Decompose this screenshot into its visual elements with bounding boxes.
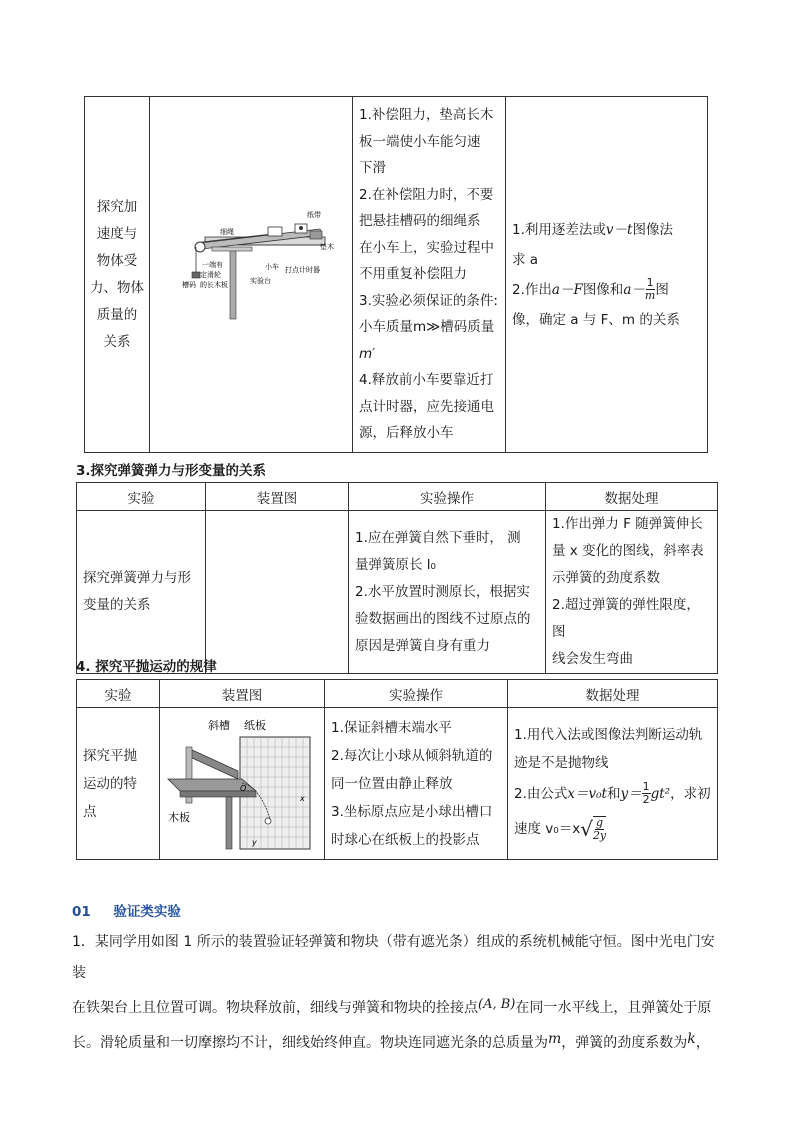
- experiment-cell: [77, 511, 206, 674]
- experiment-line: 质量的: [96, 306, 138, 323]
- fraction-numerator: 1: [646, 276, 654, 289]
- fraction: [642, 781, 651, 806]
- formula: m: [548, 1031, 562, 1047]
- section4-title: 4. 探究平抛运动的规律: [76, 659, 217, 675]
- formula: y＝: [620, 785, 642, 802]
- diagram-cell: [150, 97, 353, 453]
- problem-text: 长。滑轮质量和一切摩擦均不计，细线始终伸直。物块连同遮光条的总质量为: [72, 1035, 548, 1051]
- operation-line: 3.坐标原点应是小球出槽口: [331, 803, 493, 820]
- operation-line: 原因是弹簧自身有重力: [355, 637, 490, 654]
- operations-cell: [353, 97, 506, 453]
- experiment-line: 力、物体: [90, 279, 144, 296]
- diagram-label: y: [252, 837, 257, 847]
- section01-header: [72, 900, 181, 920]
- formula: a－: [623, 281, 645, 298]
- experiment-line: 关系: [103, 333, 131, 350]
- operation-line: 同一位置由静止释放: [331, 775, 453, 792]
- data-text: 1.利用逐差法或: [512, 221, 606, 238]
- data-text: 2.由公式: [514, 785, 568, 802]
- data-line: 求 a: [512, 251, 539, 268]
- formula: k: [687, 1031, 696, 1047]
- diagram-label: 小车: [265, 263, 279, 271]
- data-processing-cell: [546, 511, 718, 674]
- data-line: [514, 777, 711, 811]
- operations-cell: [349, 511, 546, 674]
- diagram-label: 定滑轮: [200, 271, 221, 279]
- operation-line: 3.实验必须保证的条件:: [359, 292, 498, 309]
- data-line: 2.超过弹簧的弹性限度，图: [552, 597, 700, 640]
- section3-title: 3.探究弹簧弹力与形变量的关系: [76, 463, 267, 479]
- experiment-line: 探究平抛: [83, 747, 137, 764]
- header-data: 数据处理: [508, 680, 718, 708]
- problem-text: ，弹簧的劲度系数为: [561, 1035, 688, 1051]
- data-processing-cell: [508, 708, 718, 860]
- problem-text: 在同一水平线上，且弹簧处于原: [515, 1000, 712, 1016]
- fraction-denominator: 2: [642, 793, 650, 806]
- operation-line: 时球心在纸板上的投影点: [331, 831, 480, 848]
- data-text: 图: [655, 281, 669, 298]
- diagram-label: O: [240, 783, 247, 793]
- section-number: 01: [72, 904, 91, 920]
- operation-line: 2.在补偿阻力时，不要: [359, 186, 494, 203]
- operations-cell: [325, 708, 508, 860]
- fraction-denominator: m: [644, 289, 656, 302]
- diagram-label: 槽码: [182, 281, 196, 289]
- table-acceleration: [84, 96, 708, 453]
- diagram-label: 纸板: [244, 718, 266, 732]
- operation-line: 1.应在弹簧自然下垂时， 测: [355, 529, 521, 546]
- formula: v－t: [605, 221, 633, 238]
- problem-1: [72, 927, 728, 1059]
- data-line: [512, 215, 701, 245]
- fraction-numerator: 1: [642, 780, 650, 793]
- diagram-label: 细绳: [220, 228, 234, 236]
- header-diagram: 装置图: [160, 680, 325, 708]
- diagram-cell: [160, 708, 325, 860]
- cart-apparatus-diagram: [150, 97, 350, 452]
- operation-line: 2.水平放置时测原长，根据实: [355, 583, 530, 600]
- formula: gt²: [650, 785, 671, 802]
- diagram-label: 垫木: [320, 243, 334, 251]
- diagram-label: 一端有: [202, 261, 223, 269]
- data-line: 量 x 变化的图线，斜率表: [552, 543, 704, 559]
- data-text: 和: [606, 785, 621, 802]
- operation-line: 量弹簧原长 l₀: [355, 556, 436, 573]
- diagram-label: 纸带: [307, 211, 321, 219]
- data-line: 1.作出弹力 F 随弹簧伸长: [552, 516, 703, 532]
- operation-line: 1.保证斜槽末端水平: [331, 719, 452, 736]
- header-experiment: 实验: [77, 680, 160, 708]
- experiment-line: 运动的特: [83, 775, 137, 792]
- formula: a－F: [551, 281, 583, 298]
- data-text: 图像和: [582, 281, 624, 298]
- table-projectile: [76, 679, 718, 860]
- table-spring: [76, 482, 718, 674]
- data-text: 2.作出: [512, 281, 552, 298]
- experiment-line: 速度与: [96, 225, 138, 242]
- data-line: 迹是不是抛物线: [514, 754, 609, 771]
- data-line: 线会发生弯曲: [552, 651, 633, 667]
- experiment-cell: [85, 97, 150, 453]
- data-line: 1.用代入法或图像法判断运动轨: [514, 726, 703, 743]
- diagram-label: x: [300, 793, 305, 803]
- operation-line: 2.每次让小球从倾斜轨道的: [331, 747, 493, 764]
- diagram-label: 斜槽: [208, 718, 230, 732]
- data-line: [514, 811, 711, 847]
- operation-line: 4.释放前小车要靠近打: [359, 372, 494, 389]
- header-operations: 实验操作: [349, 483, 546, 511]
- problem-line: 1．某同学用如图 1 所示的装置验证轻弹簧和物块（带有遮光条）组成的系统机械能守恒。图中光电门安装: [72, 934, 715, 981]
- diagram-label: 木板: [168, 810, 190, 824]
- data-text: 图像法: [632, 221, 673, 238]
- data-line: [512, 275, 701, 305]
- operation-line: m′: [359, 345, 376, 362]
- experiment-line: 探究加: [96, 198, 138, 215]
- operation-line: 板一端使小车能匀速: [359, 133, 481, 150]
- diagram-label: 实验台: [250, 277, 271, 285]
- section-title: 验证类实验: [113, 904, 181, 920]
- operation-line: 在小车上，实验过程中: [359, 239, 494, 256]
- data-processing-cell: [506, 97, 708, 453]
- fraction-denominator: 2y: [592, 828, 607, 842]
- data-line: 像，确定 a 与 F、m 的关系: [512, 311, 680, 328]
- problem-text: ，: [695, 1035, 710, 1051]
- operation-line: 源，后释放小车: [359, 425, 454, 442]
- header-operations: 实验操作: [325, 680, 508, 708]
- formula: (A, B): [478, 997, 516, 1012]
- experiment-cell: [77, 708, 160, 860]
- diagram-cell: [206, 511, 349, 674]
- sqrt-symbol: √: [580, 816, 593, 841]
- data-line: 示弹簧的劲度系数: [552, 570, 660, 586]
- experiment-line: 物体受: [96, 252, 138, 269]
- experiment-line: 点: [83, 803, 97, 820]
- operation-line: 下滑: [359, 160, 386, 177]
- fraction: [645, 277, 655, 302]
- experiment-line: 探究弹簧弹力与形: [83, 570, 191, 586]
- operation-line: 把悬挂槽码的细绳系: [359, 213, 481, 230]
- operation-line: 验数据画出的图线不过原点的: [355, 610, 531, 627]
- header-diagram: 装置图: [206, 483, 349, 511]
- diagram-label: 打点计时器: [285, 266, 320, 274]
- experiment-line: 变量的关系: [83, 597, 151, 613]
- operation-line: 不用重复补偿阻力: [359, 266, 467, 283]
- problem-line: [72, 989, 728, 1024]
- fraction-numerator: g: [596, 815, 604, 829]
- problem-line: [72, 1024, 728, 1059]
- fraction: [593, 816, 606, 842]
- header-experiment: 实验: [77, 483, 206, 511]
- formula: x＝v₀t: [567, 785, 607, 802]
- operation-line: 点计时器，应先接通电: [359, 398, 494, 415]
- operation-line: 1.补偿阻力，垫高长木: [359, 107, 494, 124]
- problem-text: 在铁架台上且位置可调。物块释放前，细线与弹簧和物块的拴接点: [72, 1000, 478, 1016]
- data-text: ，求初: [670, 785, 711, 802]
- data-text: 速度 v₀＝x: [514, 820, 581, 837]
- operation-line: 小车质量m≫槽码质量: [359, 319, 495, 336]
- header-data: 数据处理: [546, 483, 718, 511]
- projectile-apparatus-diagram: [160, 709, 322, 859]
- diagram-label: 的长木板: [200, 281, 228, 289]
